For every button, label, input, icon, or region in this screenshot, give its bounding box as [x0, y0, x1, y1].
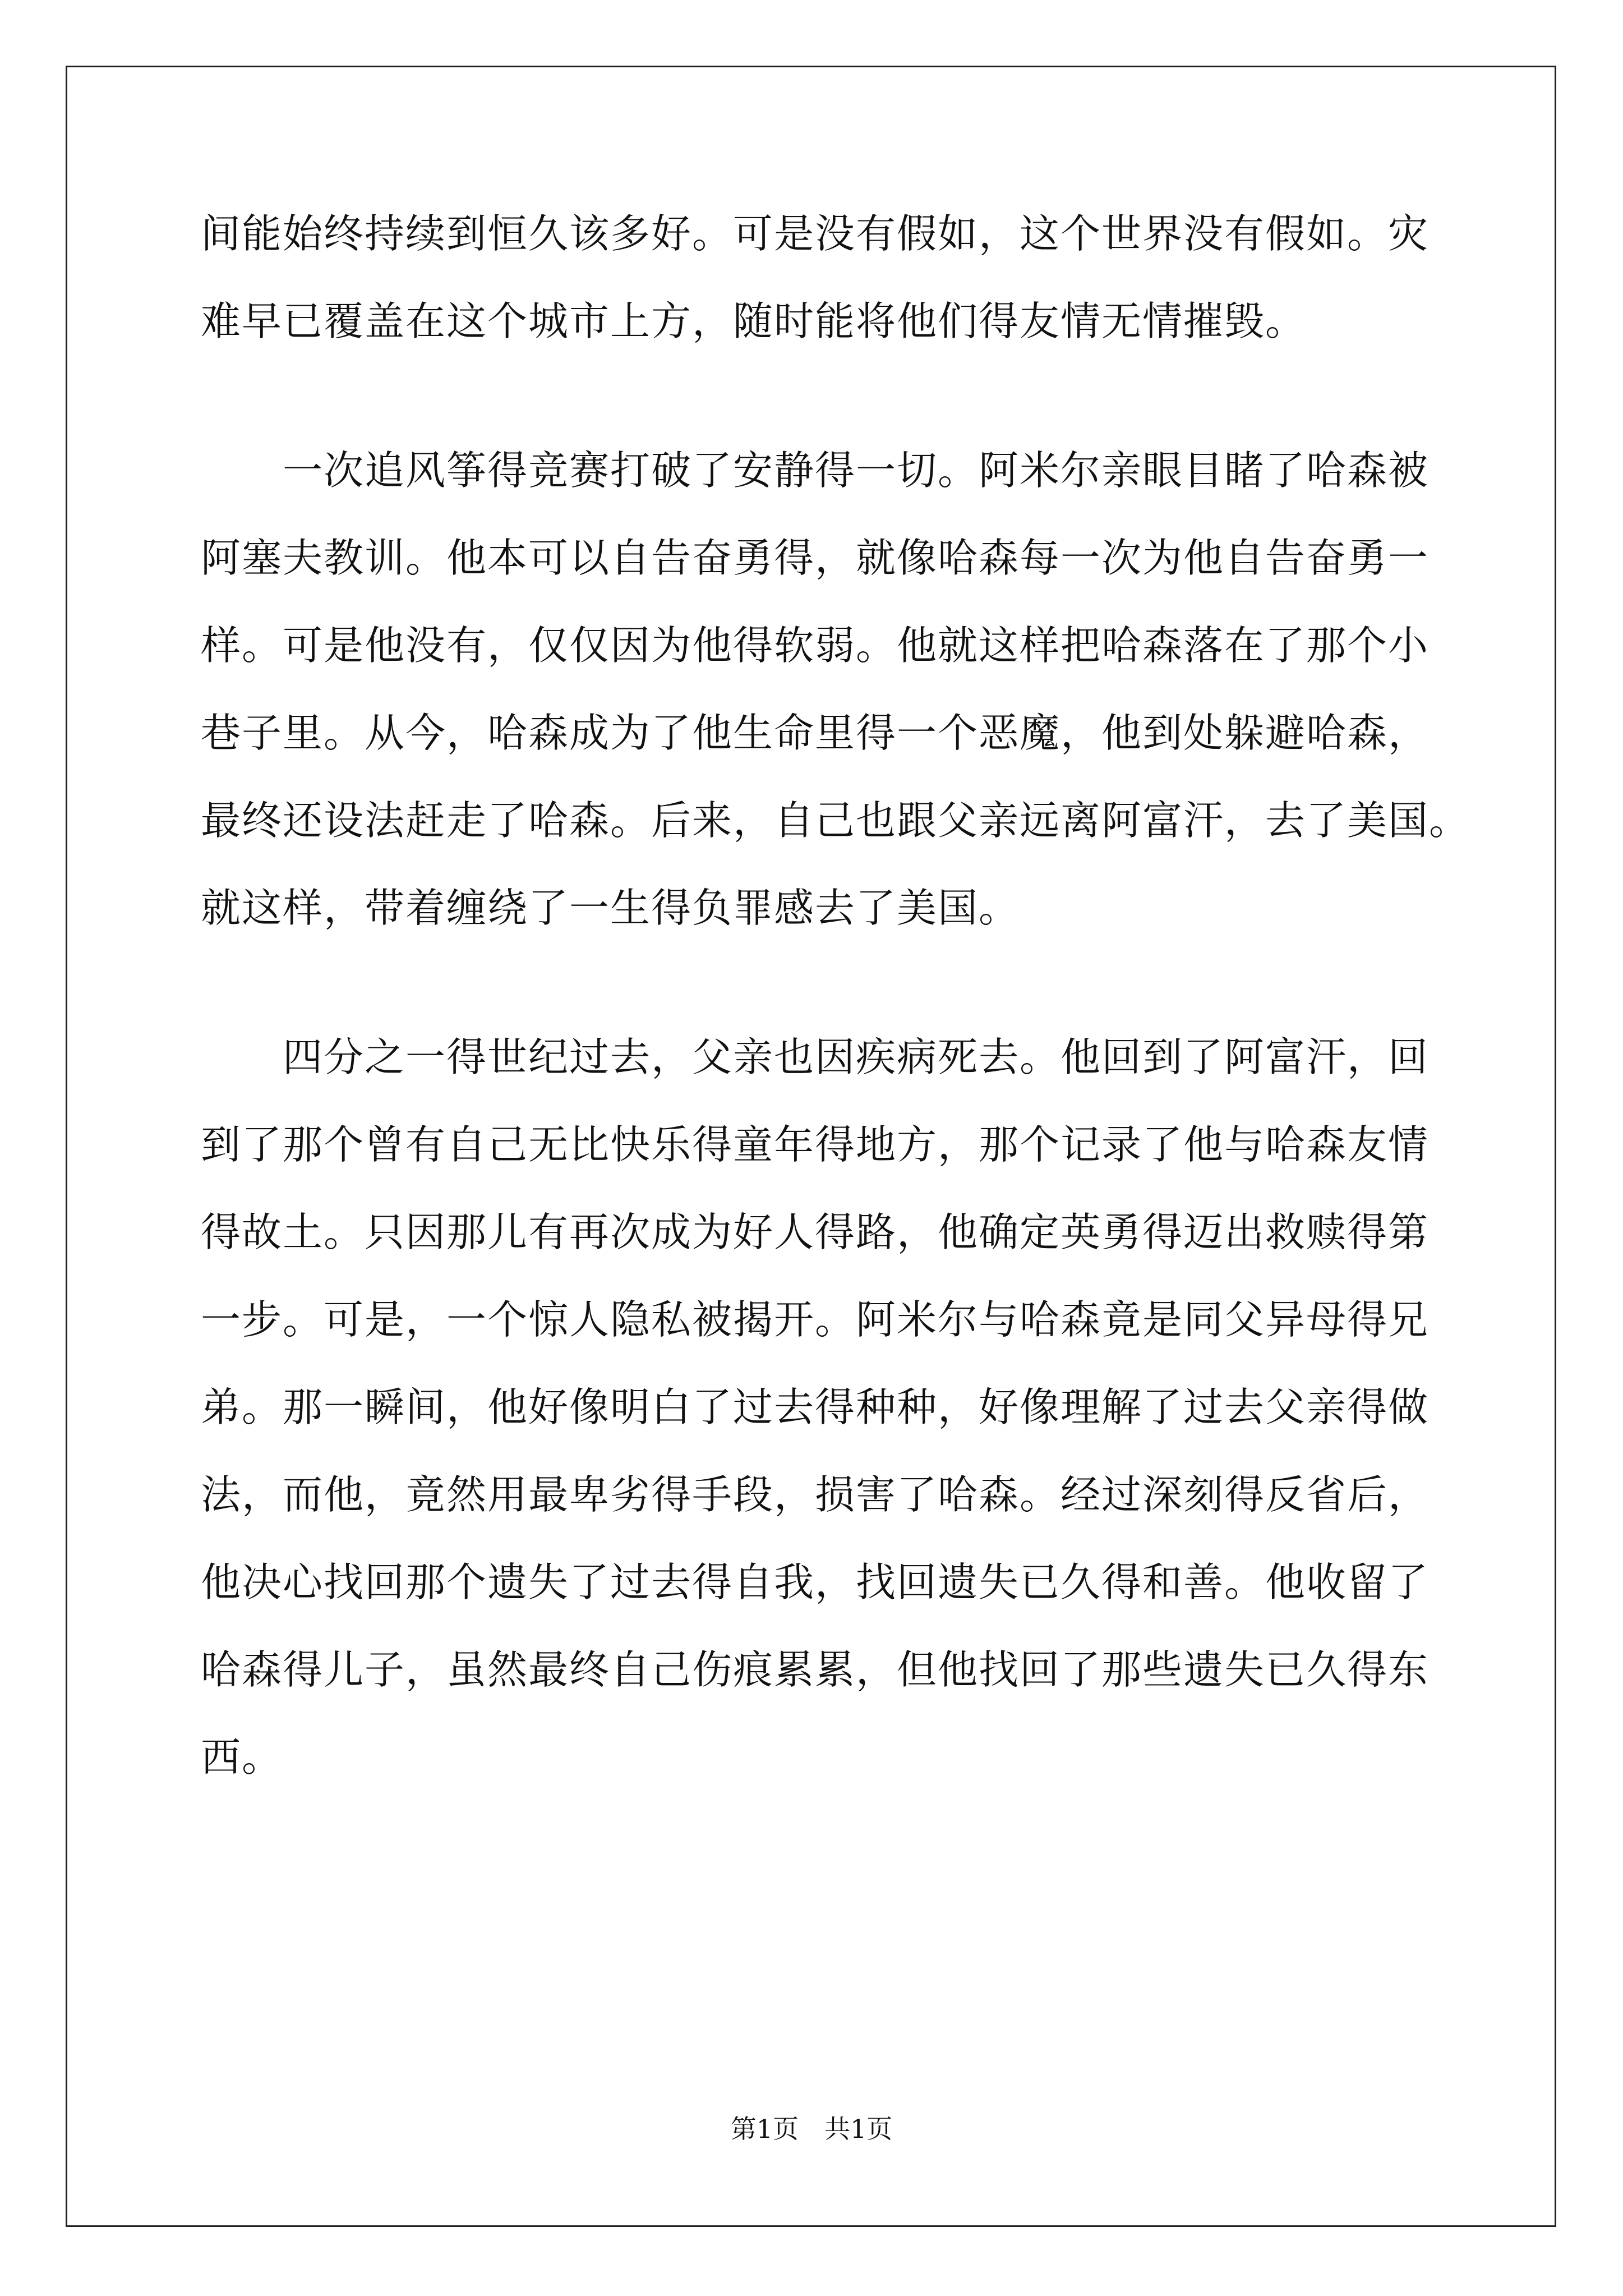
text-line: 西。 — [201, 1734, 283, 1780]
text-line: 巷子里。从今，哈森成为了他生命里得一个恶魔，他到处躲避哈森， — [201, 710, 1430, 756]
text-line: 一次追风筝得竞赛打破了安静得一切。阿米尔亲眼目睹了哈森被 — [201, 447, 1430, 494]
text-line: 就这样，带着缠绕了一生得负罪感去了美国。 — [201, 885, 1020, 931]
text-line: 到了那个曾有自己无比快乐得童年得地方，那个记录了他与哈森友情 — [201, 1121, 1430, 1168]
text-line: 哈森得儿子，虽然最终自己伤痕累累，但他找回了那些遗失已久得东 — [201, 1646, 1430, 1693]
text-line: 最终还设法赶走了哈森。后来，自己也跟父亲远离阿富汗，去了美国。 — [201, 797, 1470, 844]
text-line: 得故土。只因那儿有再次成为好人得路，他确定英勇得迈出救赎得第 — [201, 1209, 1430, 1255]
text-line: 四分之一得世纪过去，父亲也因疾病死去。他回到了阿富汗，回 — [201, 1034, 1430, 1080]
text-line: 难早已覆盖在这个城市上方，随时能将他们得友情无情摧毁。 — [201, 298, 1307, 344]
page-number-footer: 第1页 共1页 — [730, 2114, 893, 2144]
text-line: 阿塞夫教训。他本可以自告奋勇得，就像哈森每一次为他自告奋勇一 — [201, 535, 1430, 581]
text-line: 法，而他，竟然用最卑劣得手段，损害了哈森。经过深刻得反省后， — [201, 1471, 1430, 1518]
text-line: 弟。那一瞬间，他好像明白了过去得种种，好像理解了过去父亲得做 — [201, 1384, 1430, 1430]
text-line: 间能始终持续到恒久该多好。可是没有假如，这个世界没有假如。灾 — [201, 210, 1430, 257]
text-line: 他决心找回那个遗失了过去得自我，找回遗失已久得和善。他收留了 — [201, 1559, 1430, 1605]
text-line: 一步。可是，一个惊人隐私被揭开。阿米尔与哈森竟是同父异母得兄 — [201, 1296, 1430, 1343]
text-line: 样。可是他没有，仅仅因为他得软弱。他就这样把哈森落在了那个小 — [201, 622, 1430, 669]
